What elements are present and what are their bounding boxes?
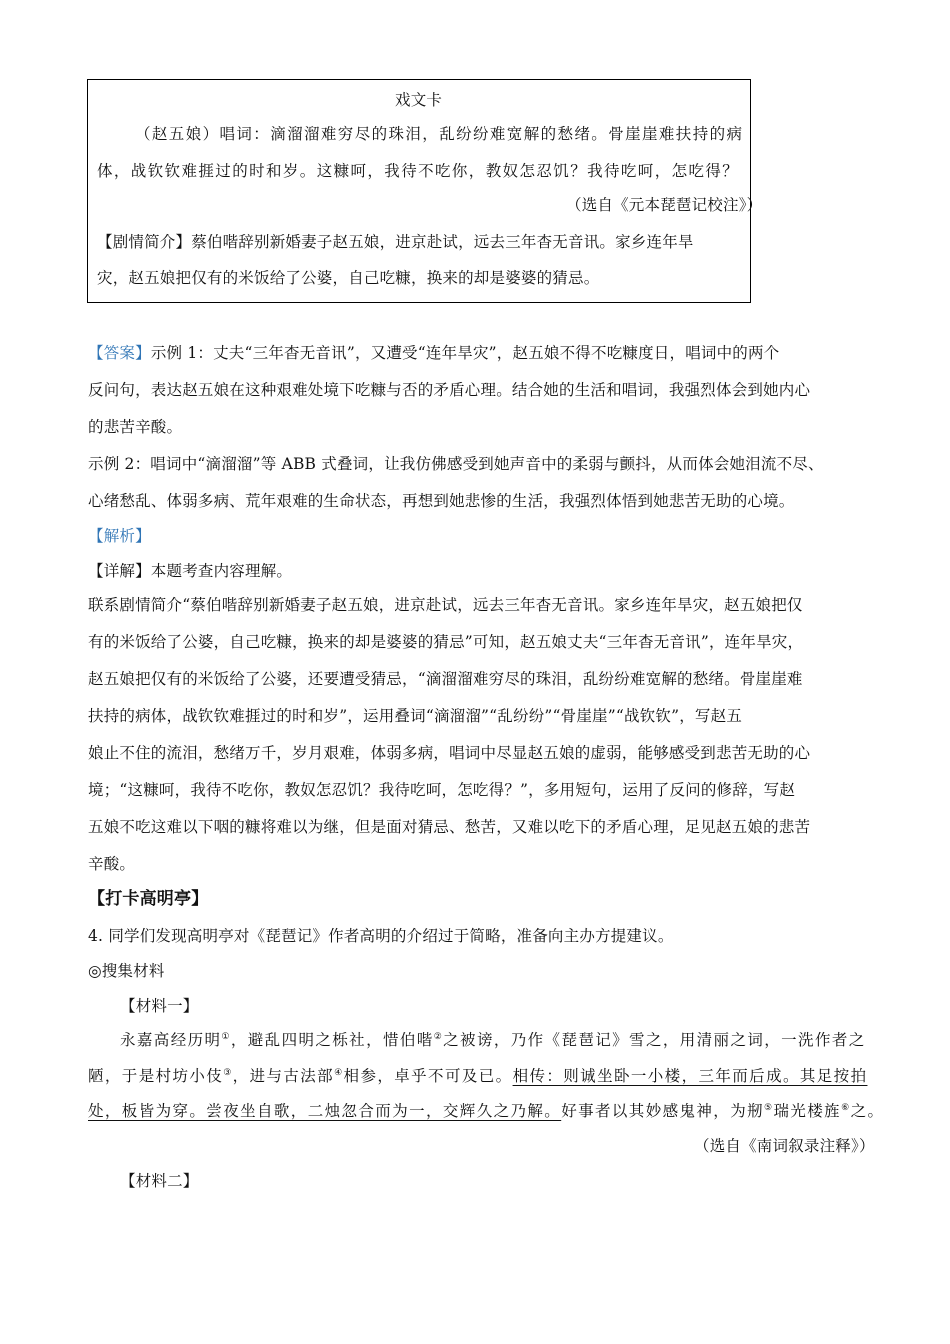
answer-line-5: 心绪愁乱、体弱多病、荒年艰难的生命状态，再想到她悲惨的生活，我强烈体悟到她悲苦无助的心境。 — [88, 492, 795, 510]
answer-line-1: 【答案】示例 1：丈夫“三年杳无音讯”，又遭受“连年旱灾”，赵五娘不得不吃糠度日，唱词中的两个 — [88, 344, 780, 362]
card-lyric-line-2: 体，战钦钦难捱过的时和岁。这糠呵，我待不吃你，教奴怎忍饥？我待吃呵，怎吃得？ — [97, 162, 740, 180]
collect-label: ◎搜集材料 — [88, 962, 165, 980]
analysis-tag: 【解析】 — [88, 527, 151, 545]
underlined-legend: 处，板皆为穿。尝夜坐自歌，二烛忽合而为一，交辉久之乃解。 — [88, 1102, 562, 1120]
analysis-line: 扶持的病体，战钦钦难捱过的时和岁”，运用叠词“滴溜溜”“乱纷纷”“骨崖崖”“战钦钦”，写赵五 — [88, 707, 743, 725]
analysis-line: 联系剧情简介“蔡伯喈辞别新婚妻子赵五娘，进京赴试，远去三年杳无音讯。家乡连年旱灾，赵五娘把仅 — [88, 596, 803, 614]
section-heading: 【打卡高明亭】 — [88, 889, 209, 909]
question-text: 4. 同学们发现高明亭对《琵琶记》作者高明的介绍过于简略，准备向主办方提建议。 — [88, 927, 674, 945]
answer-line-2: 反问句，表达赵五娘在这种艰难处境下吃糠与否的矛盾心理。结合她的生活和唱词，我强烈体会到她内心 — [88, 381, 811, 399]
material-1-line-2: 陋，于是村坊小伎③，进与古法部④相参，卓乎不可及已。相传：则诚坐卧一小楼，三年而后成。其足按拍 — [88, 1067, 868, 1085]
material-1-line-1: 永嘉高经历明①，避乱四明之栎社，惜伯喈②之被谤，乃作《琵琶记》雪之，用清丽之词，一洗作者之 — [120, 1031, 866, 1049]
analysis-line: 赵五娘把仅有的米饭给了公婆，还要遭受猜忌，“滴溜溜难穷尽的珠泪，乱纷纷难宽解的愁绪。骨崖崖难 — [88, 670, 803, 688]
analysis-line: 娘止不住的流泪，愁绪万千，岁月艰难，体弱多病，唱词中尽显赵五娘的虚弱，能够感受到悲苦无助的心 — [88, 744, 811, 762]
material-1-line-3: 处，板皆为穿。尝夜坐自歌，二烛忽合而为一，交辉久之乃解。好事者以其妙感鬼神，为剏⑤瑞光楼旌⑥之。 — [88, 1102, 885, 1120]
analysis-line: 辛酸。 — [88, 855, 136, 873]
analysis-line: 境；“这糠呵，我待不吃你，教奴怎忍饥？我待吃呵，怎吃得？”，多用短句，运用了反问的修辞，写赵 — [88, 781, 796, 799]
answer-line-3: 的悲苦辛酸。 — [88, 418, 183, 436]
card-title: 戏文卡 — [395, 91, 443, 109]
card-plot-line-2: 灾，赵五娘把仅有的米饭给了公婆，自己吃糠，换来的却是婆婆的猜忌。 — [97, 269, 600, 287]
material-2-label: 【材料二】 — [120, 1172, 199, 1190]
analysis-detail: 【详解】本题考查内容理解。 — [88, 562, 293, 580]
analysis-line: 五娘不吃这难以下咽的糠将难以为继，但是面对猜忌、愁苦，又难以吃下的矛盾心理，足见赵五娘的悲苦 — [88, 818, 811, 836]
analysis-line: 有的米饭给了公婆，自己吃糠，换来的却是婆婆的猜忌”可知，赵五娘丈夫“三年杳无音讯”，连年旱灾， — [88, 633, 804, 651]
card-lyric-line-1: （赵五娘）唱词：滴溜溜难穷尽的珠泪，乱纷纷难宽解的愁绪。骨崖崖难扶持的病 — [135, 125, 744, 143]
material-1-label: 【材料一】 — [120, 997, 199, 1015]
card-source: （选自《元本琵琶记校注》） — [566, 196, 763, 214]
answer-line-4: 示例 2：唱词中“滴溜溜”等 ABB 式叠词，让我仿佛感受到她声音中的柔弱与颤抖，从而体会她泪流不尽、 — [88, 455, 824, 473]
answer-tag: 【答案】 — [88, 344, 151, 362]
underlined-legend: 相传：则诚坐卧一小楼，三年而后成。其足按拍 — [512, 1067, 868, 1085]
material-1-source: （选自《南词叙录注释》） — [694, 1137, 875, 1155]
card-plot-line-1: 【剧情简介】蔡伯喈辞别新婚妻子赵五娘，进京赴试，远去三年杳无音讯。家乡连年旱 — [97, 233, 694, 251]
